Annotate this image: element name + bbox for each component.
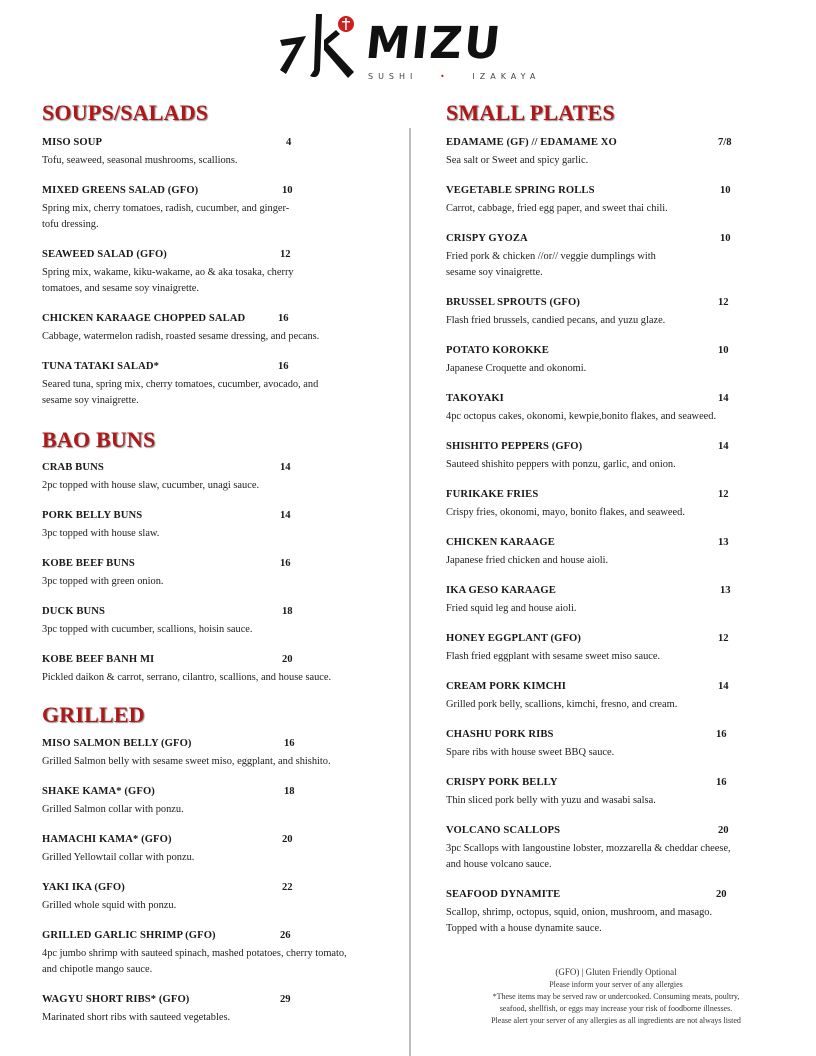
- item-price: 13: [720, 585, 731, 596]
- item-description: Cabbage, watermelon radish, roasted sesame dressing, and pecans.: [42, 331, 320, 342]
- item-name: FURIKAKE FRIES: [446, 489, 539, 500]
- item-description: Spare ribs with house sweet BBQ sauce.: [446, 747, 615, 758]
- item-name: KOBE BEEF BANH MI: [42, 654, 155, 665]
- section-title-grilled: GRILLED: [42, 702, 145, 727]
- item-name: MISO SOUP: [42, 137, 103, 148]
- item-name: WAGYU SHORT RIBS* (GFO): [42, 994, 190, 1005]
- item-name: CRAB BUNS: [42, 462, 104, 473]
- raw-warning-2: seafood, shellfish, or eggs may increase your risk of foodborne illnesses.: [499, 1004, 733, 1013]
- item-name: CHASHU PORK RIBS: [446, 729, 554, 740]
- raw-warning-1: *These items may be served raw or undercooked. Consuming meats, poultry,: [492, 992, 740, 1001]
- item-description: Fried squid leg and house aioli.: [446, 603, 577, 614]
- menu-item: [446, 585, 746, 617]
- item-description: Flash fried brussels, candied pecans, and yuzu glaze.: [446, 315, 666, 326]
- section-title-small-plates: SMALL PLATES: [446, 100, 615, 125]
- section-small-plates: [446, 100, 746, 934]
- menu-item: [446, 825, 731, 873]
- item-name: IKA GESO KARAAGE: [446, 585, 556, 596]
- item-price: 12: [718, 633, 729, 644]
- item-price: 29: [280, 994, 291, 1005]
- section-bao-buns: [42, 427, 382, 683]
- item-name: VOLCANO SCALLOPS: [446, 825, 561, 836]
- menu-item: [446, 393, 756, 425]
- tagline-dot: •: [440, 72, 450, 81]
- item-price: 10: [720, 233, 731, 244]
- menu-item: [446, 729, 746, 761]
- section-grilled: [42, 702, 382, 1023]
- item-name: DUCK BUNS: [42, 606, 105, 617]
- menu-item: [446, 537, 746, 569]
- item-description: 4pc octopus cakes, okonomi, kewpie,bonito flakes, and seaweed.: [446, 411, 717, 422]
- item-description: Scallop, shrimp, octopus, squid, onion, mushroom, and masago. Topped with a house dynamite sauce.: [446, 907, 713, 934]
- item-price: 20: [716, 889, 727, 900]
- item-price: 10: [720, 185, 731, 196]
- gfo-legend: (GFO) | Gluten Friendly Optional: [555, 967, 677, 977]
- item-price: 20: [282, 654, 293, 665]
- menu-item: [446, 633, 746, 665]
- menu-item: [42, 882, 382, 914]
- menu-item: [446, 889, 744, 937]
- item-price: 14: [718, 681, 729, 692]
- item-description: Grilled whole squid with ponzu.: [42, 900, 177, 911]
- item-description: Sauteed shishito peppers with ponzu, garlic, and onion.: [446, 459, 676, 470]
- brand-name: MIZU: [363, 18, 505, 69]
- brand-tagline: [368, 72, 540, 81]
- item-name: CHICKEN KARAAGE CHOPPED SALAD: [42, 313, 246, 324]
- item-description: 3pc topped with green onion.: [42, 576, 164, 587]
- item-price: 10: [718, 345, 729, 356]
- tagline-right: IZAKAYA: [472, 72, 541, 81]
- menu-item: [42, 361, 334, 409]
- item-price: 16: [716, 729, 727, 740]
- item-name: TAKOYAKI: [446, 393, 504, 404]
- menu-item: [446, 137, 746, 169]
- item-description: Japanese fried chicken and house aioli.: [446, 555, 609, 566]
- menu-item: [446, 185, 746, 217]
- item-description: Spring mix, wakame, kiku-wakame, ao & aka tosaka, cherry tomatoes, and sesame soy vinaigrette.: [42, 267, 294, 294]
- menu-item: [42, 313, 382, 345]
- item-description: Grilled Salmon belly with sesame sweet miso, eggplant, and shishito.: [42, 756, 331, 767]
- item-price: 18: [282, 606, 293, 617]
- item-description: Pickled daikon & carrot, serrano, cilantro, scallions, and house sauce.: [42, 672, 332, 683]
- menu-item: [42, 137, 382, 169]
- allergy-note: Please inform your server of any allergies: [549, 980, 683, 989]
- item-price: 26: [280, 930, 291, 941]
- menu-item: [446, 777, 746, 809]
- item-description: Marinated short ribs with sauteed vegetables.: [42, 1012, 231, 1023]
- tagline-left: SUSHI: [368, 72, 418, 81]
- menu-item: [446, 489, 746, 521]
- menu-item: [42, 606, 382, 638]
- item-price: 16: [716, 777, 727, 788]
- item-description: Crispy fries, okonomi, mayo, bonito flakes, and seaweed.: [446, 507, 685, 518]
- menu-item: [42, 930, 348, 978]
- menu-item: [42, 462, 382, 494]
- item-description: Sea salt or Sweet and spicy garlic.: [446, 155, 589, 166]
- menu-item: [446, 233, 731, 281]
- menu-item: [42, 994, 382, 1026]
- brand-logo: [276, 10, 541, 84]
- item-name: TUNA TATAKI SALAD*: [42, 361, 159, 372]
- item-name: SHAKE KAMA* (GFO): [42, 786, 155, 797]
- item-description: Carrot, cabbage, fried egg paper, and sweet thai chili.: [446, 203, 668, 214]
- item-name: CRISPY GYOZA: [446, 233, 528, 244]
- menu-item: [42, 834, 382, 866]
- item-description: 2pc topped with house slaw, cucumber, unagi sauce.: [42, 480, 260, 491]
- menu-item: [446, 297, 746, 329]
- item-name: HONEY EGGPLANT (GFO): [446, 633, 582, 644]
- menu-item: [446, 345, 746, 377]
- item-description: Thin sliced pork belly with yuzu and wasabi salsa.: [446, 795, 656, 806]
- item-price: 20: [282, 834, 293, 845]
- item-description: 3pc topped with cucumber, scallions, hoisin sauce.: [42, 624, 253, 635]
- item-description: Fried pork & chicken //or// veggie dumplings with sesame soy vinaigrette.: [446, 251, 656, 278]
- menu-item: [42, 185, 292, 233]
- menu-item: [446, 441, 746, 473]
- ingredient-note: Please alert your server of any allergies as all ingredients are not always listed: [491, 1016, 741, 1025]
- item-description: Tofu, seaweed, seasonal mushrooms, scallions.: [42, 155, 238, 166]
- menu-item: [42, 558, 382, 590]
- item-price: 4: [286, 137, 292, 148]
- item-price: 14: [718, 441, 729, 452]
- item-name: SEAWEED SALAD (GFO): [42, 249, 167, 260]
- item-name: POTATO KOROKKE: [446, 345, 549, 356]
- item-description: 4pc jumbo shrimp with sauteed spinach, mashed potatoes, cherry tomato, and chipotle mango sauce.: [42, 948, 347, 975]
- menu-item: [42, 654, 382, 686]
- item-name: MISO SALMON BELLY (GFO): [42, 738, 192, 749]
- item-price: 22: [282, 882, 293, 893]
- item-price: 20: [718, 825, 729, 836]
- item-price: 18: [284, 786, 295, 797]
- item-name: CHICKEN KARAAGE: [446, 537, 555, 548]
- item-price: 12: [718, 489, 729, 500]
- item-name: VEGETABLE SPRING ROLLS: [446, 185, 595, 196]
- item-description: Grilled Salmon collar with ponzu.: [42, 804, 184, 815]
- menu-item: [446, 681, 746, 713]
- section-soups-salads: [42, 100, 382, 406]
- menu-item: [42, 510, 382, 542]
- item-name: GRILLED GARLIC SHRIMP (GFO): [42, 930, 216, 941]
- item-description: Grilled pork belly, scallions, kimchi, fresno, and cream.: [446, 699, 678, 710]
- item-name: MIXED GREENS SALAD (GFO): [42, 185, 199, 196]
- item-price: 13: [718, 537, 729, 548]
- item-price: 14: [280, 462, 291, 473]
- item-name: EDAMAME (GF) // EDAMAME XO: [446, 137, 617, 148]
- kanji-mizu-icon: [276, 10, 362, 84]
- item-name: KOBE BEEF BUNS: [42, 558, 135, 569]
- item-price: 10: [282, 185, 293, 196]
- item-description: 3pc Scallops with langoustine lobster, mozzarella & cheddar cheese, and house volcano sauce.: [446, 843, 731, 870]
- item-price: 12: [718, 297, 729, 308]
- item-name: CRISPY PORK BELLY: [446, 777, 558, 788]
- item-name: CREAM PORK KIMCHI: [446, 681, 566, 692]
- item-price: 16: [278, 361, 289, 372]
- item-price: 14: [280, 510, 291, 521]
- menu-item: [42, 249, 332, 297]
- menu-item: [42, 738, 382, 770]
- column-divider: [409, 128, 411, 1056]
- item-description: Grilled Yellowtail collar with ponzu.: [42, 852, 195, 863]
- allergy-notes: [446, 966, 786, 1027]
- item-name: SEAFOOD DYNAMITE: [446, 889, 561, 900]
- item-description: 3pc topped with house slaw.: [42, 528, 160, 539]
- item-price: 12: [280, 249, 291, 260]
- item-price: 14: [718, 393, 729, 404]
- menu-item: [42, 786, 382, 818]
- item-name: HAMACHI KAMA* (GFO): [42, 834, 172, 845]
- item-price: 16: [278, 313, 289, 324]
- item-name: YAKI IKA (GFO): [42, 882, 125, 893]
- item-description: Flash fried eggplant with sesame sweet miso sauce.: [446, 651, 661, 662]
- item-description: Spring mix, cherry tomatoes, radish, cucumber, and ginger-tofu dressing.: [42, 203, 290, 230]
- section-title-soups-salads: SOUPS/SALADS: [42, 100, 209, 125]
- item-price: 16: [280, 558, 291, 569]
- item-description: Japanese Croquette and okonomi.: [446, 363, 587, 374]
- item-name: SHISHITO PEPPERS (GFO): [446, 441, 583, 452]
- section-title-bao-buns: BAO BUNS: [42, 427, 156, 452]
- item-name: PORK BELLY BUNS: [42, 510, 143, 521]
- item-description: Seared tuna, spring mix, cherry tomatoes, cucumber, avocado, and sesame soy vinaigrette.: [42, 379, 319, 406]
- item-name: BRUSSEL SPROUTS (GFO): [446, 297, 580, 308]
- item-price: 7/8: [718, 137, 732, 148]
- item-price: 16: [284, 738, 295, 749]
